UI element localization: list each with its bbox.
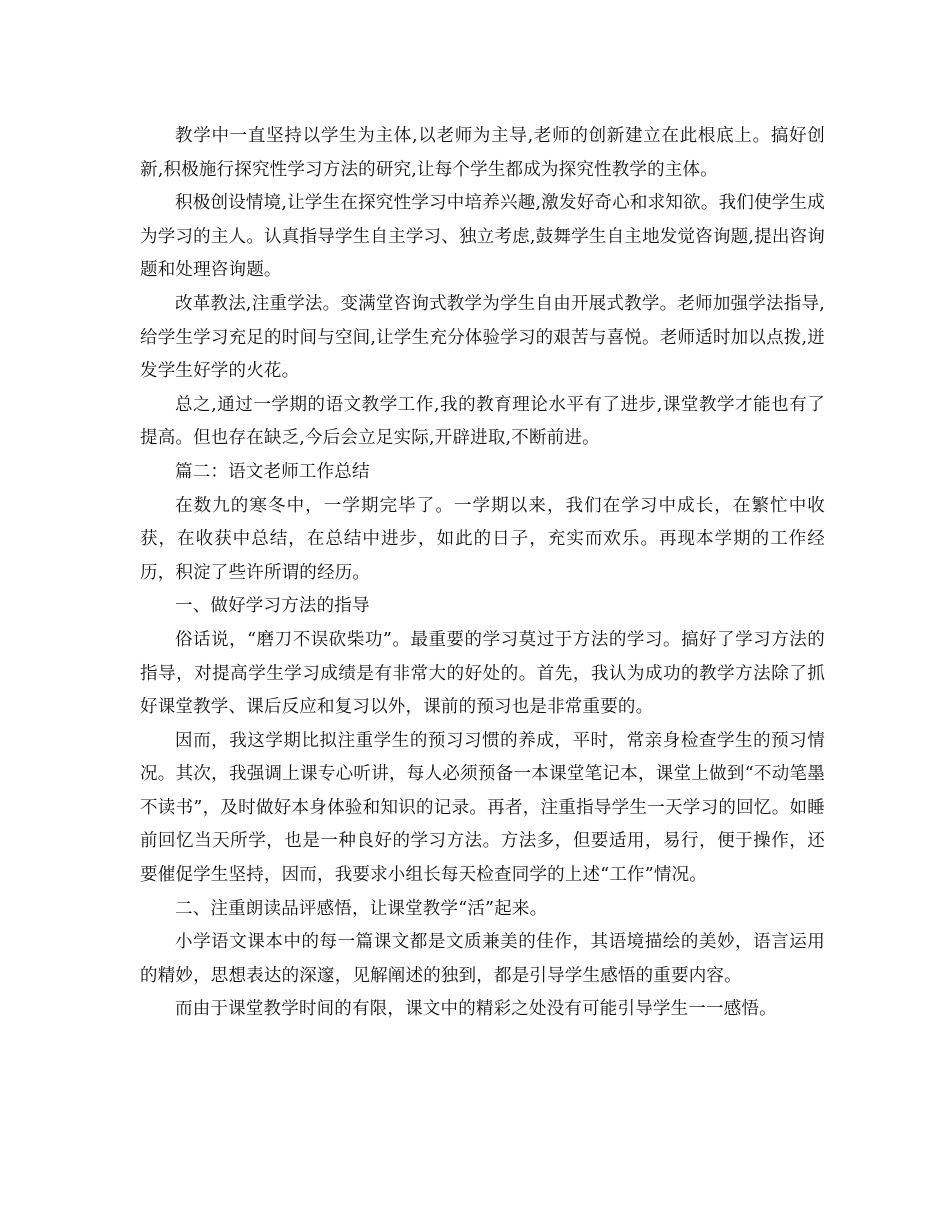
section-heading: 一、做好学习方法的指导 — [175, 596, 370, 617]
body-paragraph: 积极创设情境,让学生在探究性学习中培养兴趣,激发好奇心和求知欲。我们使学生成为学习的主人。认真指导学生自主学习、独立考虑,鼓舞学生自主地发觉咨询题,提出咨询题和处理咨询题。 — [140, 193, 825, 281]
section-heading: 二、注重朗读品评感悟，让课堂教学“活”起来。 — [175, 898, 548, 919]
body-paragraph: 而由于课堂教学时间的有限，课文中的精彩之处没有可能引导学生一一感悟。 — [175, 999, 777, 1020]
body-paragraph: 改革教法,注重学法。变满堂咨询式教学为学生自由开展式教学。老师加强学法指导,给学生学习充足的时间与空间,让学生充分体验学习的艰苦与喜悦。老师适时加以点拨,迸发学生好学的火花。 — [140, 293, 825, 382]
body-paragraph: 因而，我这学期比拟注重学生的预习习惯的养成，平时，常亲身检查学生的预习情况。其次，我强调上课专心听讲，每人必须预备一本课堂笔记本，课堂上做到“不动笔墨不读书”，及时做好本身体验和知识的记录。再者，注重指导学生一天学习的回忆。如睡前回忆当天所学，也是一种良好的学习方法。方法多，但要适用，易行，便于操作，还要催促学生坚持，因而，我要求小组长每天检查同学的上述“工作”情况。 — [140, 730, 825, 886]
body-paragraph: 总之,通过一学期的语文教学工作,我的教育理论水平有了进步,课堂教学才能也有了提高。但也存在缺乏,今后会立足实际,开辟进取,不断前进。 — [140, 394, 825, 449]
body-paragraph: 小学语文课本中的每一篇课文都是文质兼美的佳作，其语境描绘的美妙，语言运用的精妙，思想表达的深邃，见解阐述的独到，都是引导学生感悟的重要内容。 — [140, 932, 825, 986]
body-paragraph: 教学中一直坚持以学生为主体,以老师为主导,老师的创新建立在此根底上。搞好创新,积极施行探究性学习方法的研究,让每个学生都成为探究性教学的主体。 — [140, 126, 825, 180]
body-paragraph: 在数九的寒冬中，一学期完毕了。一学期以来，我们在学习中成长，在繁忙中收获，在收获中总结，在总结中进步，如此的日子，充实而欢乐。再现本学期的工作经历，积淀了些许所谓的经历。 — [140, 495, 825, 583]
section-heading: 篇二：语文老师工作总结 — [175, 461, 370, 482]
body-paragraph: 俗话说，“磨刀不误砍柴功”。最重要的学习莫过于方法的学习。搞好了学习方法的指导，对提高学生学习成绩是有非常大的好处的。首先，我认为成功的教学方法除了抓好课堂教学、课后反应和复习以外，课前的预习也是非常重要的。 — [140, 629, 825, 718]
